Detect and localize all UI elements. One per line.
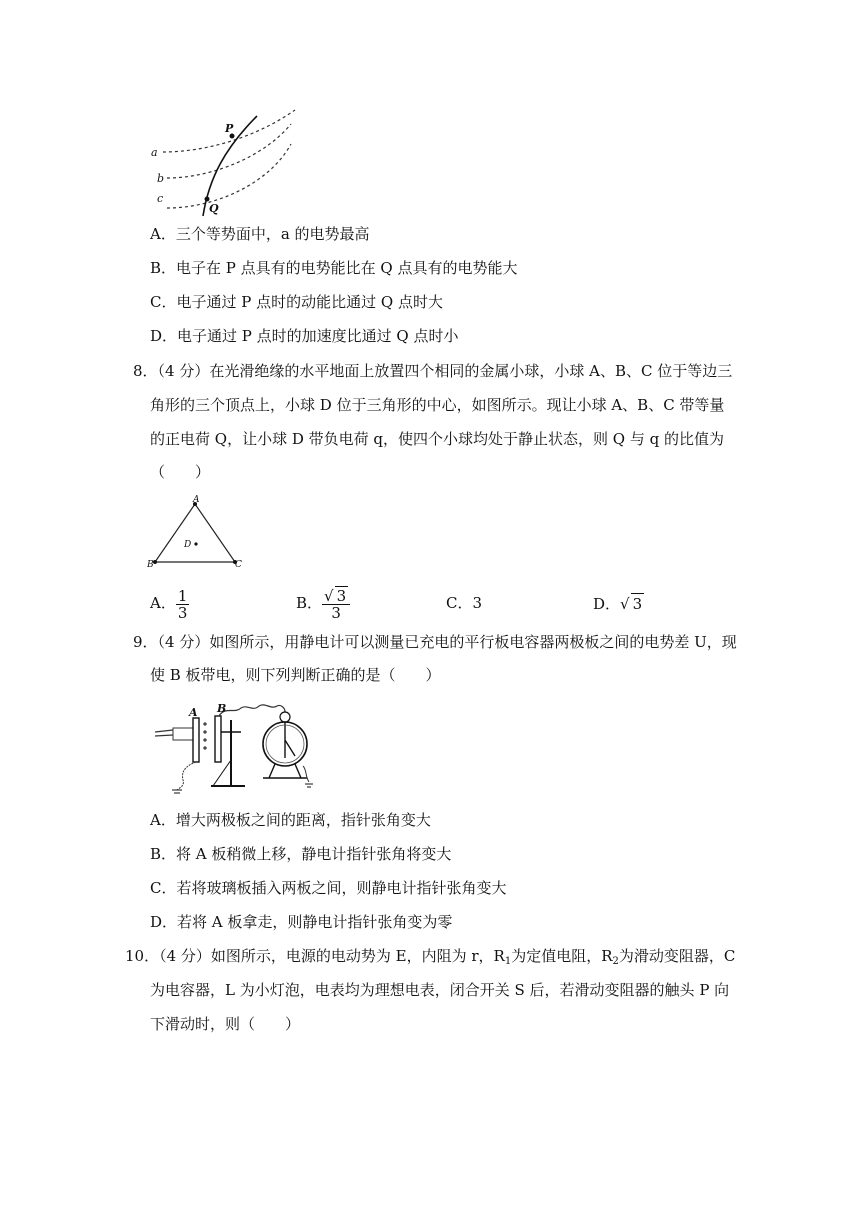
q8-option-d-prefix: D．	[593, 595, 621, 613]
q10-stem-line-2: 为电容器，L 为小灯泡，电表均为理想电表，闭合开关 S 后，若滑动变阻器的触头 P 向	[150, 981, 730, 999]
q8-option-a-denominator: 3	[177, 603, 188, 622]
q10-stem-part-b: 为定值电阻，R	[511, 947, 613, 965]
q8-label-b: B	[147, 560, 154, 570]
q8-label-a: A	[193, 495, 200, 505]
q8-option-b-prefix: B．	[296, 594, 323, 612]
q7-option-b: B．电子在 P 点具有的电势能比在 Q 点具有的电势能大	[150, 259, 518, 277]
q8-option-d: D．√ 3	[593, 595, 643, 613]
q8-option-a	[150, 586, 189, 620]
q10-stem-part-a: 10．（4 分）如图所示，电源的电动势为 E，内阻为 r，R	[125, 947, 505, 965]
q7-label-a: a	[151, 146, 158, 159]
q8-option-b-numerator: √ 3	[322, 588, 350, 605]
q9-stem-line-1: 9．（4 分）如图所示，用静电计可以测量已充电的平行板电容器两极板之间的电势差 U，现	[133, 633, 737, 651]
q8-option-c: C．3	[446, 594, 483, 612]
q7-label-c: c	[157, 192, 164, 205]
q8-stem-line-1: 8．（4 分）在光滑绝缘的水平地面上放置四个相同的金属小球，小球 A、B、C 位于等边三	[133, 362, 733, 380]
q10-subscript-2: 2	[612, 956, 619, 967]
q9-option-b: B．将 A 板稍微上移，静电计指针张角将变大	[150, 845, 452, 863]
q9-option-d: D．若将 A 板拿走，则静电计指针张角变为零	[150, 913, 453, 931]
q7-option-a: A．三个等势面中，a 的电势最高	[150, 225, 370, 243]
q9-label-b: B	[217, 702, 227, 715]
q8-option-b	[296, 586, 350, 620]
q7-option-d: D．电子通过 P 点时的加速度比通过 Q 点时小	[150, 327, 459, 345]
q8-stem-line-2: 角形的三个顶点上，小球 D 位于三角形的中心，如图所示。现让小球 A、B、C 带等量	[150, 396, 725, 414]
q9-stem-line-2: 使 B 板带电，则下列判断正确的是（ ）	[150, 666, 441, 684]
q8-label-d: D	[184, 540, 192, 550]
q7-option-c: C．电子通过 P 点时的动能比通过 Q 点时大	[150, 293, 443, 311]
q8-option-d-radicand: 3	[632, 595, 643, 613]
q9-option-a: A．增大两极板之间的距离，指针张角变大	[150, 811, 431, 829]
q9-label-a: A	[189, 706, 198, 719]
q10-stem-line-1	[125, 946, 735, 972]
q8-option-a-fraction	[176, 588, 190, 621]
q8-option-b-radicand: 3	[336, 586, 347, 605]
q8-stem-line-3: 的正电荷 Q，让小球 D 带负电荷 q，使四个小球均处于静止状态，则 Q 与 q 的比值为	[150, 430, 724, 448]
q8-triangle-figure	[145, 494, 245, 570]
q10-subscript-1: 1	[504, 956, 512, 967]
q10-stem-line-3: 下滑动时，则（ ）	[150, 1015, 301, 1033]
q9-option-c: C．若将玻璃板插入两板之间，则静电计指针张角变大	[150, 879, 507, 897]
q8-label-c: C	[235, 560, 242, 570]
q10-stem-part-c: 为滑动变阻器，C	[618, 947, 736, 965]
q8-option-b-denominator: 3	[331, 603, 341, 622]
q8-option-a-numerator: 1	[177, 586, 188, 605]
q7-label-q: Q	[209, 202, 219, 215]
q7-label-b: b	[157, 172, 165, 185]
q8-option-b-fraction	[322, 588, 350, 621]
q8-stem-line-4: （ ）	[150, 463, 211, 481]
q7-label-p: P	[225, 122, 234, 135]
q8-option-a-prefix: A．	[150, 594, 176, 612]
q9-electrometer-figure	[145, 700, 315, 796]
q7-equipotential-figure	[145, 98, 300, 220]
